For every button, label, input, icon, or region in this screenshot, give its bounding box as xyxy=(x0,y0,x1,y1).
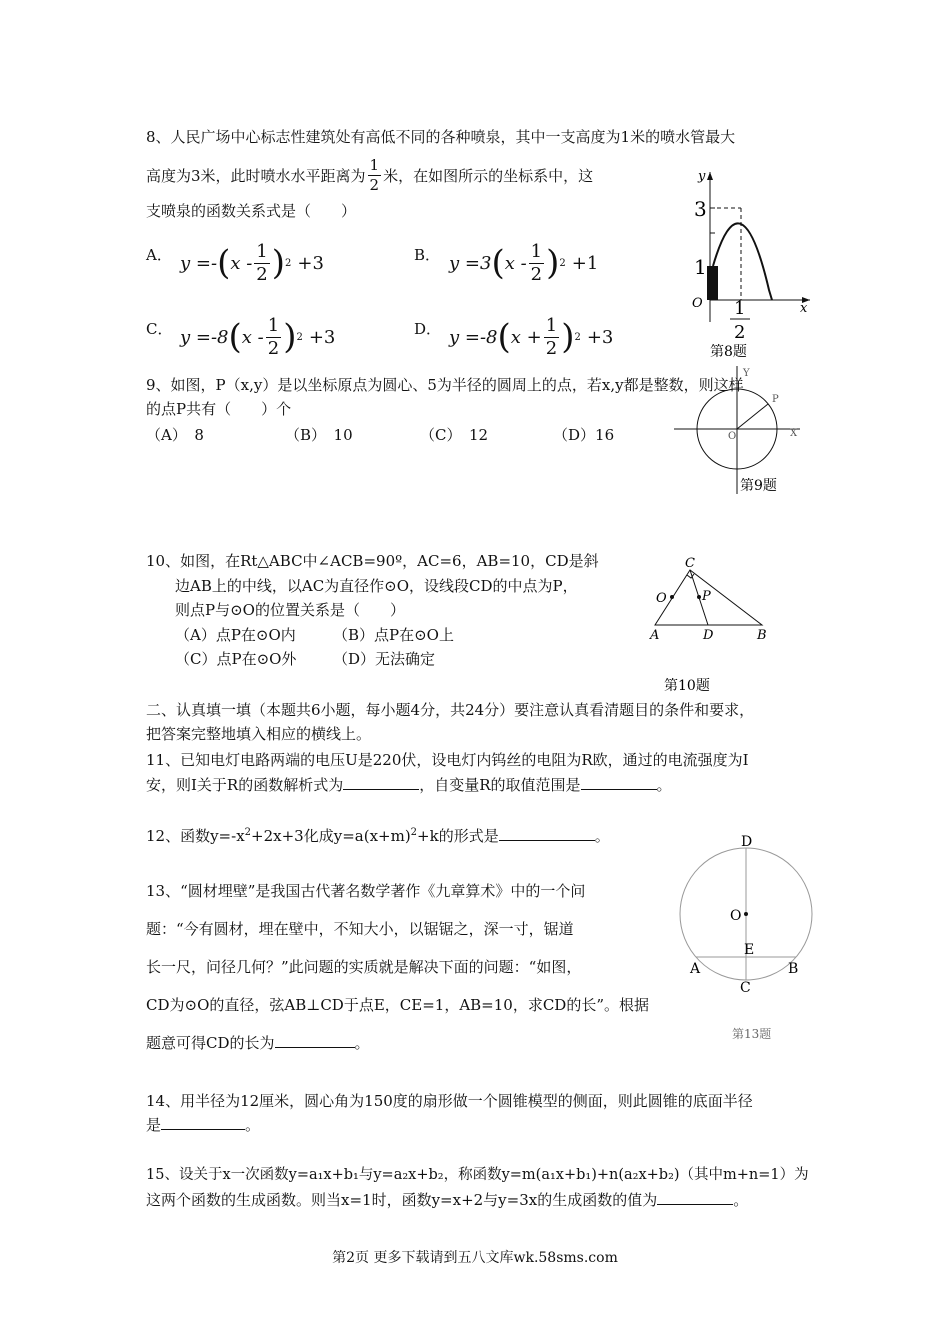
q13-line5-b: 。 xyxy=(354,1034,370,1052)
left-paren: ( xyxy=(228,317,242,357)
q8-option-a-square: 2 xyxy=(285,257,292,269)
q14-line1: 14、用半径为12厘米，圆心角为150度的扇形做一个圆锥模型的侧面，则此圆锥的底面半径 xyxy=(146,1092,753,1110)
q10-option-c: （C）点P在⊙O外 xyxy=(175,650,297,668)
q11-line2-a: 安，则I关于R的函数解析式为 xyxy=(146,776,344,794)
q8-option-a-left: y =- xyxy=(180,252,218,274)
q8-option-c-right: +3 xyxy=(308,326,336,348)
q9-line2: 的点P共有（ ）个 xyxy=(146,400,292,418)
q8-option-c-fraction: $\frac{1}{2}$ xyxy=(267,314,280,359)
q8-option-c-label: C． xyxy=(146,320,173,338)
q12-blank[interactable] xyxy=(499,826,595,841)
q15-line1: 15、设关于x一次函数y=a₁x+b₁与y=a₂x+b₂，称函数y=m(a₁x+b₁)+n(a₂x+b₂)（其中m+n=1）为 xyxy=(146,1167,809,1183)
q13-line2: 题：“今有圆材，埋在壁中，不知大小，以锯锯之，深一寸，锯道 xyxy=(146,920,574,938)
q10-line2: 边AB上的中线，以AC为直径作⊙O，设线段CD的中点为P， xyxy=(175,577,578,595)
q8-option-d-x: x + xyxy=(510,326,542,348)
x-axis-label: x xyxy=(800,301,808,316)
label-d: D xyxy=(703,628,714,643)
q15-line2-b: 。 xyxy=(733,1191,749,1209)
q10-figure xyxy=(640,552,780,694)
origin-label: O xyxy=(692,296,703,311)
right-paren: ) xyxy=(283,317,297,357)
q8-figure xyxy=(670,160,820,360)
q14-line2-a: 是 xyxy=(146,1116,162,1134)
q8-option-a-formula xyxy=(180,240,324,286)
q8-line1: 8、人民广场中心标志性建筑处有高低不同的各种喷泉，其中一支高度为1米的喷水管最大 xyxy=(146,128,736,146)
q11-line1: 11、已知电灯电路两端的电压U是220伏，设电灯内钨丝的电阻为R欧，通过的电流强度为I xyxy=(146,751,749,769)
figure-10-caption: 第10题 xyxy=(664,678,710,694)
q12-sup1: 2 xyxy=(244,827,252,838)
q9-option-b: （B） 10 xyxy=(285,426,353,444)
q12-text-a: 12、函数y=-x xyxy=(146,827,245,845)
q15-line2-a: 这两个函数的生成函数。则当x=1时，函数y=x+2与y=3x的生成函数的值为 xyxy=(146,1191,658,1209)
label-1: 1 xyxy=(694,255,707,279)
q8-option-a-label: A． xyxy=(146,246,172,264)
q14-line2 xyxy=(146,1114,260,1136)
q8-option-a-right: +3 xyxy=(297,252,324,274)
q15-line2 xyxy=(146,1189,748,1211)
q11-line2 xyxy=(146,774,672,796)
x-axis-label: X xyxy=(790,428,798,439)
y-axis-label: Y xyxy=(743,368,750,379)
q10-option-d: （D）无法确定 xyxy=(333,650,436,668)
point-p xyxy=(697,595,701,599)
q8-option-c-formula xyxy=(180,314,335,360)
center-o xyxy=(744,912,748,916)
q9-line1: 9、如图，P（x,y）是以坐标原点为圆心、5为半径的圆周上的点，若x,y都是整数，则这样 xyxy=(146,376,744,394)
q12-text-b: +2x+3化成y=a(x+m) xyxy=(251,827,411,845)
q8-line2-b: 米，在如图所示的坐标系中，这 xyxy=(383,166,594,185)
q9-option-a: （A） 8 xyxy=(146,426,204,444)
q8-option-b-right: +1 xyxy=(571,252,599,274)
q9-option-d: （D）16 xyxy=(553,426,615,444)
q14-line2-b: 。 xyxy=(245,1116,261,1134)
q8-option-c-left: y =-8 xyxy=(180,326,229,348)
q10-option-b: （B）点P在⊙O上 xyxy=(333,626,454,644)
section2-line2: 把答案完整地填入相应的横线上。 xyxy=(146,725,372,743)
point-o xyxy=(670,595,674,599)
right-paren: ) xyxy=(546,243,560,283)
q8-option-c-square: 2 xyxy=(296,331,303,343)
q10-line1: 10、如图，在Rt△ABC中∠ACB=90º，AC=6，AB=10，CD是斜 xyxy=(146,552,599,570)
q9-option-c: （C） 12 xyxy=(420,426,489,444)
q8-option-a-fraction: $\frac{1}{2}$ xyxy=(256,240,268,285)
q11-line2-c: 。 xyxy=(656,776,672,794)
q8-option-d-right: +3 xyxy=(586,326,614,348)
right-paren: ) xyxy=(271,243,286,283)
q13-line5-a: 题意可得CD的长为 xyxy=(146,1034,275,1052)
q8-option-b-label: B． xyxy=(414,246,441,264)
q13-line1: 13、“圆材埋壁”是我国古代著名数学著作《九章算术》中的一个问 xyxy=(146,882,586,900)
q8-half-fraction: $\frac{1}{2}$ xyxy=(369,155,380,194)
label-o: O xyxy=(656,591,667,606)
section2-line1: 二、认真填一填（本题共6小题，每小题4分，共24分）要注意认真看清题目的条件和要求， xyxy=(146,701,755,719)
q8-option-a-x: x - xyxy=(230,252,253,274)
figure-9-caption: 第9题 xyxy=(740,478,777,494)
q10-option-a: （A）点P在⊙O内 xyxy=(175,626,296,644)
q8-option-d-square: 2 xyxy=(574,331,581,343)
left-paren: ( xyxy=(217,243,231,283)
label-half-num: 1 xyxy=(734,298,746,319)
label-3: 3 xyxy=(694,197,707,221)
q8-line3: 支喷泉的函数关系式是（ ） xyxy=(146,202,357,220)
right-paren: ) xyxy=(561,317,575,357)
figure-8-caption: 第8题 xyxy=(710,344,747,360)
q8-line2-a: 高度为3米，此时喷水水平距离为 xyxy=(146,166,366,185)
q12-sup2: 2 xyxy=(410,827,418,838)
label-e: E xyxy=(744,942,755,958)
q12-text-d: 。 xyxy=(594,827,610,845)
q13-line5 xyxy=(146,1032,370,1054)
label-o: O xyxy=(730,908,742,924)
y-axis-arrow-icon xyxy=(707,172,713,180)
q8-option-d-label: D． xyxy=(414,320,442,338)
label-half-den: 2 xyxy=(734,322,746,343)
q15-blank[interactable] xyxy=(657,1190,733,1205)
label-p: P xyxy=(702,589,711,604)
q12-line xyxy=(146,822,610,847)
q8-option-b-fraction: $\frac{1}{2}$ xyxy=(530,240,543,285)
water-pipe xyxy=(707,266,718,300)
right-angle-mark xyxy=(687,574,694,578)
point-p-label: P xyxy=(772,394,779,405)
label-a: A xyxy=(650,628,660,643)
y-axis-label: y xyxy=(698,169,706,184)
label-c: C xyxy=(740,980,751,996)
q12-text-c: +k的形式是 xyxy=(417,827,499,845)
q8-option-b-x: x - xyxy=(504,252,527,274)
q8-option-b-left: y =3 xyxy=(449,252,492,274)
q11-line2-b: ，自变量R的取值范围是 xyxy=(419,776,581,794)
q13-blank[interactable] xyxy=(275,1033,355,1048)
q14-blank[interactable] xyxy=(161,1115,245,1130)
q8-option-c-x: x - xyxy=(241,326,264,348)
q8-option-d-formula xyxy=(449,314,613,360)
q8-line2 xyxy=(146,152,593,198)
label-c: C xyxy=(685,556,695,571)
q8-option-d-fraction: $\frac{1}{2}$ xyxy=(545,314,558,359)
label-d: D xyxy=(741,834,753,850)
q10-line3: 则点P与⊙O的位置关系是（ ） xyxy=(175,601,405,619)
page-footer: 第2页 更多下载请到五八文库wk.58sms.com xyxy=(332,1250,618,1266)
q8-option-d-left: y =-8 xyxy=(449,326,498,348)
left-paren: ( xyxy=(497,317,511,357)
q11-blank-range[interactable] xyxy=(581,775,657,790)
radius-op xyxy=(737,404,768,429)
label-a: A xyxy=(690,961,701,977)
q13-line4: CD为⊙O的直径，弦AB⊥CD于点E，CE=1，AB=10，求CD的长”。根据 xyxy=(146,996,650,1014)
label-b: B xyxy=(757,628,767,643)
q8-option-b-square: 2 xyxy=(559,257,566,269)
parabola-curve xyxy=(713,223,772,300)
figure-13-caption: 第13题 xyxy=(732,1027,772,1041)
q13-line3: 长一尺，问径几何？”此问题的实质就是解决下面的问题：“如图， xyxy=(146,958,582,976)
q8-option-b-formula xyxy=(449,240,598,286)
q13-figure xyxy=(674,830,814,1045)
q9-figure xyxy=(670,362,815,497)
left-paren: ( xyxy=(491,243,505,283)
q11-blank-function[interactable] xyxy=(343,775,419,790)
label-b: B xyxy=(788,961,799,977)
origin-label: O xyxy=(728,431,737,442)
